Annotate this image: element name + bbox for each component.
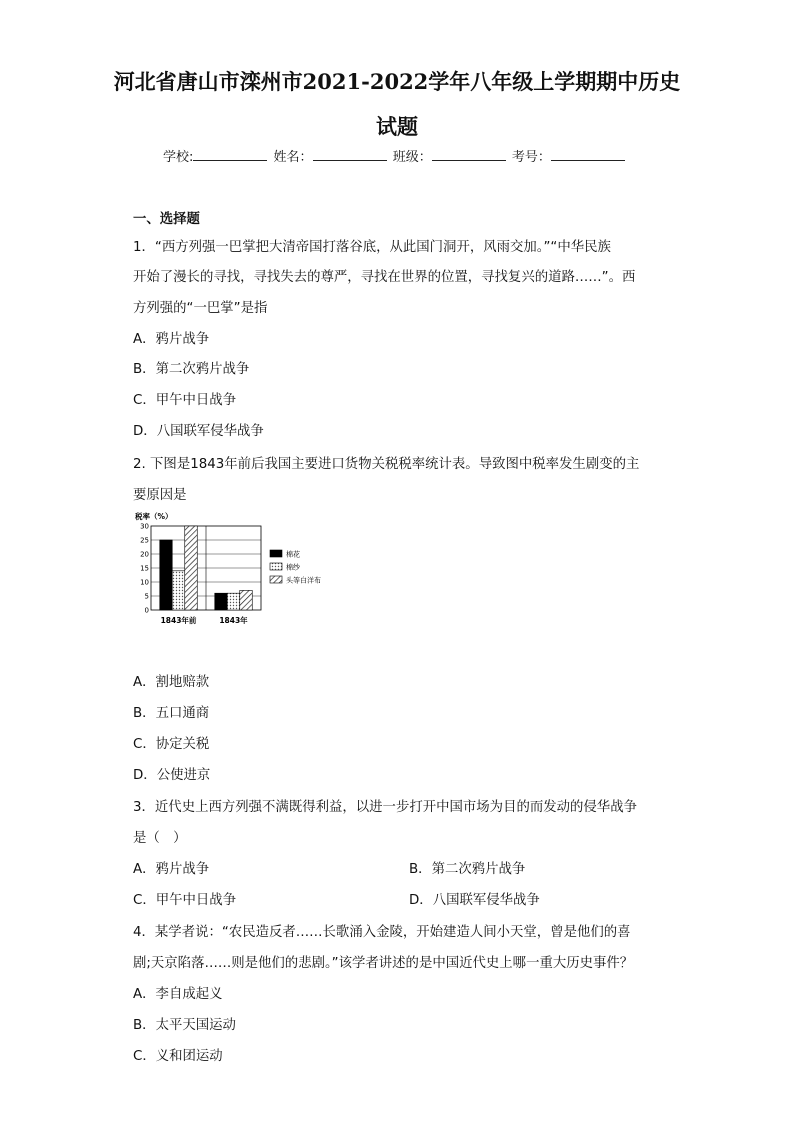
bar-1-1	[227, 593, 240, 610]
tariff-bar-chart	[133, 508, 343, 628]
bar-0-1	[172, 571, 185, 610]
q3-option-c: C．甲午中日战争	[133, 893, 237, 908]
y-tick-label: 10	[140, 578, 149, 587]
student-info-row	[163, 146, 627, 165]
school-blank	[193, 148, 267, 161]
exam-title-line1: 河北省唐山市滦州市2021-2022学年八年级上学期期中历史	[113, 69, 681, 94]
x-category-label: 1843年	[219, 616, 248, 625]
q2-stem-line2: 要原因是	[133, 488, 187, 503]
legend-label: 棉花	[286, 550, 300, 559]
y-tick-label: 25	[140, 536, 149, 545]
x-category-label: 1843年前	[160, 616, 197, 625]
school-label: 学校:	[163, 150, 194, 165]
q1-option-a: A．鸦片战争	[133, 332, 210, 347]
exam-number-label: 考号：	[511, 150, 551, 165]
exam-number-blank	[551, 148, 625, 161]
legend-swatch	[270, 550, 282, 557]
class-blank	[432, 148, 506, 161]
q1-option-c: C．甲午中日战争	[133, 393, 237, 408]
legend-swatch	[270, 563, 282, 570]
y-tick-label: 20	[140, 550, 149, 559]
y-axis-label: 税率（%）	[135, 512, 173, 521]
bar-1-2	[240, 590, 253, 610]
q2-option-d: D．公使进京	[133, 768, 211, 783]
bar-0-2	[185, 526, 198, 610]
q4-stem-line2: 剧;天京陷落……则是他们的悲剧。”该学者讲述的是中国近代史上哪一重大历史事件？	[133, 956, 634, 971]
q3-option-d: D．八国联军侵华战争	[409, 893, 540, 908]
bar-1-0	[215, 593, 228, 610]
y-tick-label: 15	[140, 564, 149, 573]
q1-stem-line2: 开始了漫长的寻找，寻找失去的尊严，寻找在世界的位置，寻找复兴的道路……”。西	[133, 270, 636, 285]
bar-0-0	[160, 540, 173, 610]
q1-option-b: B．第二次鸦片战争	[133, 362, 250, 377]
q3-stem-line2: 是（ ）	[133, 831, 187, 846]
q2-option-b: B．五口通商	[133, 706, 210, 721]
exam-title-line2: 试题	[376, 114, 418, 139]
y-tick-label: 5	[144, 592, 149, 601]
q3-option-b: B．第二次鸦片战争	[409, 862, 526, 877]
y-tick-label: 0	[144, 606, 149, 615]
name-label: 姓名：	[273, 150, 313, 165]
q4-stem-line1: 4．某学者说：“农民造反者……长歌涌入金陵，开始建造人间小天堂，曾是他们的喜	[133, 925, 631, 940]
legend-label: 棉纱	[286, 563, 300, 572]
q2-stem-line1: 2. 下图是1843年前后我国主要进口货物关税税率统计表。导致图中税率发生剧变的主	[133, 457, 640, 472]
q3-option-a: A．鸦片战争	[133, 862, 210, 877]
name-blank	[313, 148, 387, 161]
q3-stem-line1: 3．近代史上西方列强不满既得利益，以进一步打开中国市场为目的而发动的侵华战争	[133, 800, 637, 815]
q1-option-d: D．八国联军侵华战争	[133, 424, 264, 439]
q2-option-a: A．割地赔款	[133, 675, 210, 690]
legend-label: 头等白洋布	[286, 576, 321, 585]
q4-option-a: A．李自成起义	[133, 987, 223, 1002]
q4-option-c: C．义和团运动	[133, 1049, 223, 1064]
q1-stem-line1: 1．“西方列强一巴掌把大清帝国打落谷底，从此国门洞开，风雨交加。”“中华民族	[133, 240, 611, 255]
legend-swatch	[270, 576, 282, 583]
section-heading: 一、选择题	[133, 212, 200, 227]
q2-option-c: C．协定关税	[133, 737, 210, 752]
q4-option-b: B．太平天国运动	[133, 1018, 236, 1033]
y-tick-label: 30	[140, 522, 149, 531]
q1-stem-line3: 方列强的“一巴掌”是指	[133, 301, 268, 316]
class-label: 班级：	[392, 150, 432, 165]
